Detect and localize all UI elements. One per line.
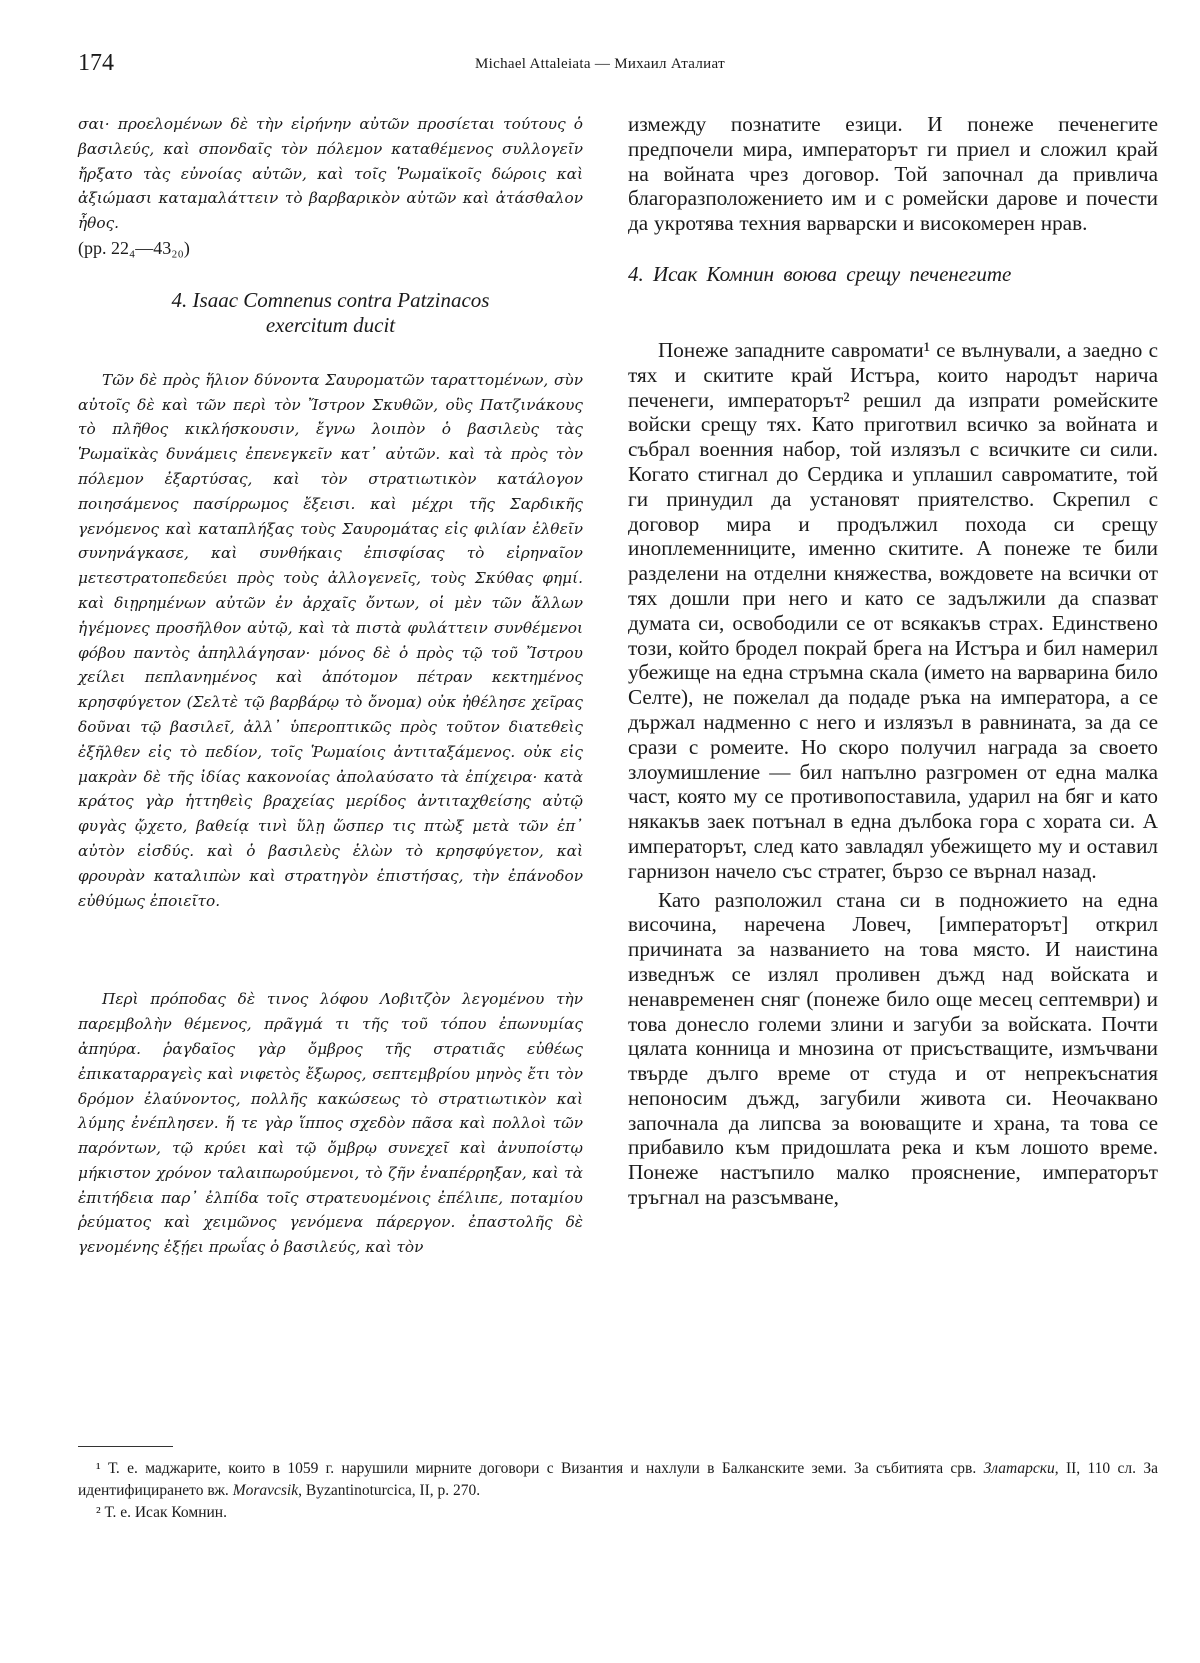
footnote-author-1: Златарски [983,1460,1055,1477]
footnotes [78,1458,1158,1524]
page-header [78,50,1122,90]
section-heading-latin: 4. Isaac Comnenus contra Patzinacos exercitum ducit [171,287,490,337]
bulgarian-paragraph-1: измежду познатите езици. И понеже печенегите предпочели мира, императорът ги приел и сложил край на войната чрез договор. Той започнал да привлича благоразположението им и с ромейски дарове и почести да укротява техния варварски и високомерен нрав. [628,112,1158,236]
page-number: 174 [78,50,114,76]
footnote-rule [78,1446,173,1447]
greek-column [78,112,583,1260]
bulgarian-paragraph-2: Понеже западните савромати¹ се вълнували, а заедно с тях и скитите край Истъра, които народът нарича печенеги, императорът² решил да изпрати ромейските войски срещу тях. Като приготвил всичко за войната и събрал военния набор, той излязъл с всичките си сили. Когато стигнал до Сердика и уплашил савроматите, той ги принудил да установят приятелство. Скрепил с договор мира и продължил похода си срещу иноплеменниците, именно скитите. А понеже те били разделени на отделни княжества, вождовете на всички от тях дошли при него и като се задължили да спазват думата си, освободили се от всякакъв страх. Единствено този, който бродел покрай брега на Истъра и бил намерил убежище на една стръмна скала (името на варварина било Селте), не пожелал да подаде ръка на императора, а се държал надменно с него и излязъл в равнината, за да се срази с ромеите. Но скоро получил награда за своето злоумишление — бил напълно разгромен от една малка част, която му се противопоставила, ударил на бяг и като някакъв заек потънал в една дълбока гора с хората си. А императорът, след като завладял убежището му и оставил гарнизон начело със стратег, бързо се върнал назад. [628,337,1158,883]
greek-paragraph-3: Περὶ πρόποδας δὲ τινος λόφου Λοβιτζὸν λεγομένου τὴν παρεμβολὴν θέμενος, πρᾶγμά τι τῆς τοῦ τόπου ἐπωνυμίας ἀπηύρα. ῥαγδαῖος γὰρ ὄμβρος τῆς στρατιᾶς εὐθέως ἐπικαταρραγεὶς καὶ νιφετὸς ἔξωρος, σεπτεμβρίου μηνὸς ἔτι τὸν δρόμον ἐλαύνοντος, πολλῆς κακώσεως τὸ στρατιωτικὸν καὶ λύμης ἐνέπλησεν. ἥ τε γὰρ ἵππος σχεδὸν πᾶσα καὶ πολλοὶ τῶν παρόντων, τῷ κρύει καὶ τῷ ὄμβρῳ συνεχεῖ καὶ ἀνυποίστῳ μήκιστον χρόνον ταλαιπωρούμενοι, τὸ ζῆν ἐναπέρρηξαν, καὶ τὰ ἐπιτήδεια παρ᾽ ἐλπίδα τοῖς στρατευομένοις ἐπέλιπε, ποταμίου ῥεύματος καὶ χειμῶνος γενόμενα πάρεργον. ἐπαστολῆς δὲ γενομένης ἐξῄει πρωΐας ὁ βασιλεύς, καὶ τὸν [78,990,583,1257]
section-heading-bulgarian: 4. Исак Комнин воюва срещу печенегите [628,261,1012,286]
footnote-author-2: Moravcsik [232,1482,299,1499]
footnote-1: ¹ Т. е. маджарите, които в 1059 г. нарушили мирните договори с Византия и нахлули в Балканските земи. За събитията срв. Златарски, II, 110 сл. За идентифицирането вж. Moravcsik, Byzantinoturcica, II, p. 270. [78,1460,1159,1499]
page-reference: (pp. 22₄—43₂₀) [78,237,190,258]
bulgarian-paragraph-3: Като разположил стана си в подножието на една височина, наречена Ловеч, [императорът] открил причината за названието на това място. И наистина изведнъж се излял проливен дъжд над войската и ненавременен сняг (понеже било още месец септември) и това донесло големи злини и загуби за войската. Почти цялата конница и мнозина от присъстващите, измъчвани твърде дълго време от студа и от непрекъснатия непоносим дъжд, загубили живота си. Неочаквано започнала да липсва за воюващите и храна, та това се прибавило към придошлата река и към лошото време. Понеже настъпило малко прояснение, императорът тръгнал на разсъмване, [628,887,1158,1210]
greek-paragraph-2: Τῶν δὲ πρὸς ἥλιον δύνοντα Σαυροματῶν ταραττομένων, σὺν αὐτοῖς δὲ καὶ τῶν περὶ τὸν Ἴστρον Σκυθῶν, οὓς Πατζινάκους τὸ πλῆθος κικλήσκουσιν, ἔγνω λοιπὸν ὁ βασιλεὺς τὰς Ῥωμαϊκὰς δυνάμεις ἐπενεγκεῖν κατ᾽ αὐτῶν. καὶ τὰ πρὸς τὸν πόλεμον ἐξαρτύσας, καὶ τὸν στρατιωτικὸν κατάλογον ποιησάμενος πασίρρωμος ἔξεισι. καὶ μέχρι τῆς Σαρδικῆς γενόμενος καὶ καταπλήξας τοὺς Σαυρομάτας εἰς φιλίαν ἐλθεῖν συνηνάγκασε, καὶ συνθήκαις ἐπισφίσας τὸ εἰρηναῖον μετεστρατοπεδεύει πρὸς τοὺς ἀλλογενεῖς, τοὺς Σκύθας φημί. καὶ διῃρημένων αὐτῶν ἐν ἀρχαῖς ὄντων, οἱ μὲν τῶν ἄλλων ἡγέμονες προσῆλθον αὐτῷ, καὶ τὰ πιστὰ φυλάττειν συνθέμενοι φόβου παντὸς ἀπηλλάγησαν· μόνος δὲ ὁ πρὸς τῷ τοῦ Ἴστρου χείλει πεπλανημένος καὶ ἀπότομον πέτραν κεκτημένος κρησφύγετον (Σελτὲ τῷ βαρβάρῳ τὸ ὄνομα) οὐκ ἠθέλησε χεῖρας δοῦναι τῷ βασιλεῖ, ἀλλ᾽ ὑπεροπτικῶς πρὸς τοῦτον διατεθεὶς ἐξῆλθεν εἰς τὸ πεδίον, τοῖς Ῥωμαίοις ἀντιταξάμενος. οὐκ εἰς μακρὰν δὲ τῆς ἰδίας κακονοίας ἀπολαύσατο τὰ ἐπίχειρα· κατὰ κράτος γὰρ ἡττηθεὶς βραχείας μερίδος ἀντιταχθείσης αὐτῷ φυγὰς ᾤχετο, βαθείᾳ τινὶ ὕλῃ ὥσπερ τις πτὼξ μετὰ τῶν ἐπ᾽ αὐτὸν εἰσδύς. καὶ ὁ βασιλεὺς ἑλὼν τὸ κρησφύγετον, καὶ φρουρὰν καταλιπὼν καὶ στρατηγὸν ἐπιστήσας, τὴν ἐπάνοδον εὐθύμως ἐποιεῖτο. [78,370,583,910]
running-head: Michael Attaleiata — Михаил Аталиат [475,56,725,72]
footnote-2: ² Т. е. Исак Комнин. [96,1504,227,1521]
greek-paragraph-1: σαι· προελομένων δὲ τὴν εἰρήνην αὐτῶν προσίεται τούτους ὁ βασιλεύς, καὶ σπονδαῖς τὸν πόλεμον καταθέμενος συλλογεῖν ἤρξατο τὰς εὐνοίας αὐτῶν, καὶ τοῖς Ῥωμαϊκοῖς δώροις καὶ ἀξιώμασι καταμαλάττειν τὸ βαρβαρικὸν αὐτῶν καὶ ἀτάσθαλον ἦθος. (pp. 22₄—43₂₀) [78,115,583,258]
bulgarian-column [628,112,1158,1210]
